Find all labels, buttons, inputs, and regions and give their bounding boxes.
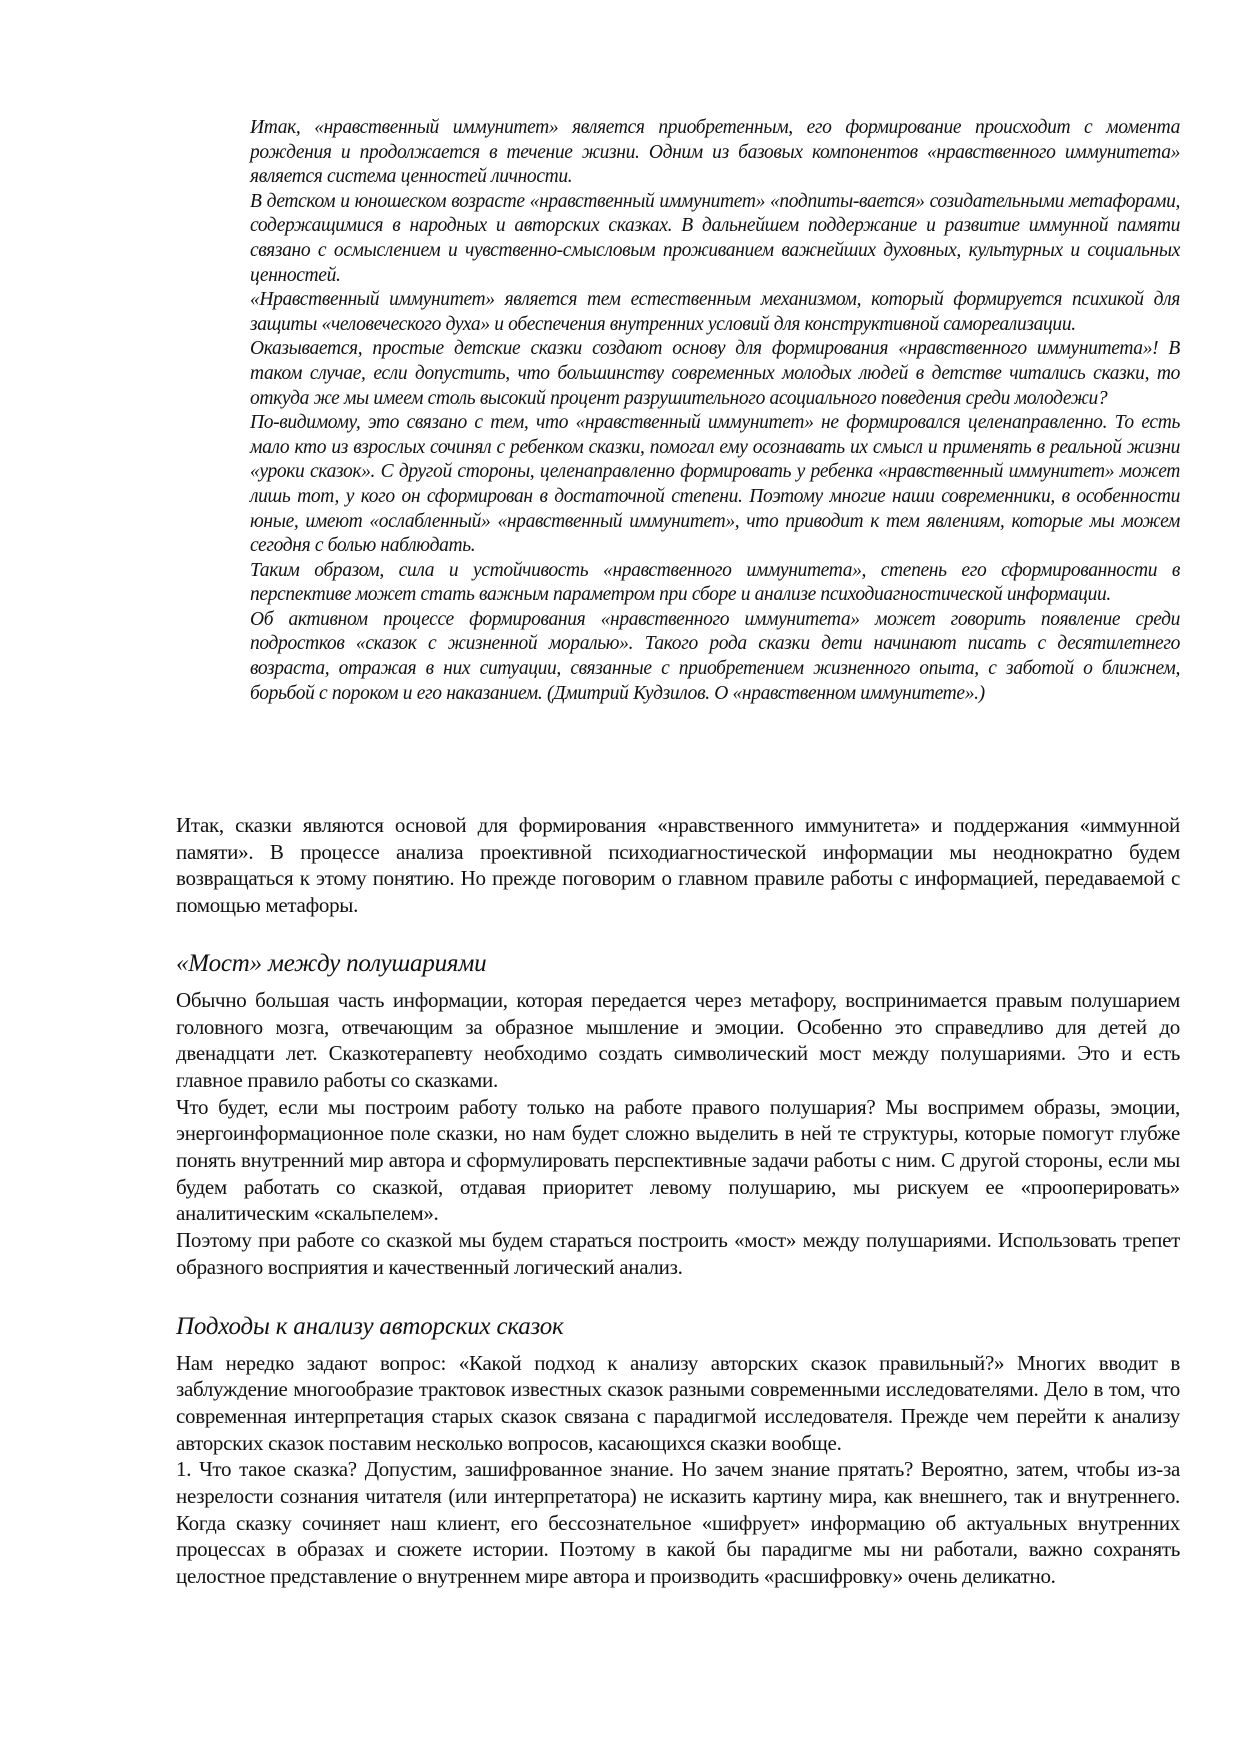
body-paragraph: Поэтому при работе со сказкой мы будем стараться построить «мост» между полушариями. Использовать трепет образного восприятия и качественный логический анализ.: [176, 1228, 1180, 1279]
quote-paragraph: Таким образом, сила и устойчивость «нравственного иммунитета», степень его сформированности в перспективе может стать важным параметром при сборе и анализе психодиагностической информации.: [250, 559, 1180, 606]
quote-block: [250, 116, 1180, 706]
quote-paragraph: Итак, «нравственный иммунитет» является приобретенным, его формирование происходит с момента рождения и продолжается в течение жизни. Одним из базовых компонентов «нравственного иммунитета» является система ценностей личности.: [250, 117, 1180, 188]
quote-paragraph: По-видимому, это связано с тем, что «нравственный иммунитет» не формировался целенаправленно. То есть мало кто из взрослых сочинял с ребенком сказки, помогал ему осознавать их смысл и применять в реальной жизни «уроки сказок». С другой стороны, целенаправленно формировать у ребенка «нравственный иммунитет» может лишь тот, у кого он сформирован в достаточной степени. Поэтому многие наши современники, в особенности юные, имеют «ослабленный» «нравственный иммунитет», что приводит к тем явлениям, которые мы можем сегодня с болью наблюдать.: [250, 412, 1180, 557]
section-heading-bridge: «Мост» между полушариями: [176, 949, 487, 977]
quote-paragraph: В детском и юношеском возрасте «нравственный иммунитет» «подпиты-вается» созидательными метафорами, содержащимися в народных и авторских сказках. В дальнейшем поддержание и развитие иммунной памяти связано с осмыслением и чувственно-смысловым проживанием важнейших духовных, культурных и социальных ценностей.: [250, 190, 1180, 286]
body-paragraph: 1. Что такое сказка? Допустим, зашифрованное знание. Но зачем знание прятать? Вероятно, затем, чтобы из-за незрелости сознания читателя (или интерпретатора) не исказить картину мира, как внешнего, так и внутреннего. Когда сказку сочиняет наш клиент, его бессознательное «шифрует» информацию об актуальных внутренних процессах в образах и сюжете истории. Поэтому в какой бы парадигме мы ни работали, важно сохранять целостное представление о внутреннем мире автора и производить «расшифровку» очень деликатно.: [176, 1457, 1180, 1589]
quote-paragraph: Оказывается, простые детские сказки создают основу для формирования «нравственного иммунитета»! В таком случае, если допустить, что большинству современных молодых людей в детстве читались сказки, то откуда же мы имеем столь высокий процент разрушительного асоциального поведения среди молодежи?: [250, 338, 1180, 409]
quote-paragraph: «Нравственный иммунитет» является тем естественным механизмом, который формируется психикой для защиты «человеческого духа» и обеспечения внутренних условий для конструктивной самореализации.: [250, 289, 1180, 335]
intro-paragraph: Итак, сказки являются основой для формирования «нравственного иммунитета» и поддержания «иммунной памяти». В процессе анализа проективной психодиагностической информации мы неоднократно будем возвращаться к этому понятию. Но прежде поговорим о главном правиле работы с информацией, передаваемой с помощью метафоры.: [176, 813, 1180, 918]
body-paragraph: Нам нередко задают вопрос: «Какой подход к анализу авторских сказок правильный?» Многих вводит в заблуждение многообразие трактовок известных сказок разными современными исследователями. Дело в том, что современная интерпретация старых сказок связана с парадигмой исследователя. Прежде чем перейти к анализу авторских сказок поставим несколько вопросов, касающихся сказки вообще.: [176, 1350, 1180, 1455]
section-heading-approaches: Подходы к анализу авторских сказок: [176, 1312, 564, 1340]
body-text: [176, 812, 1180, 1590]
quote-paragraph: Об активном процессе формирования «нравственного иммунитета» может говорить появление среди подростков «сказок с жизненной моралью». Такого рода сказки дети начинают писать с десятилетнего возраста, отражая в них ситуации, связанные с приобретением жизненного опыта, с заботой о ближнем, борьбой с пороком и его наказанием. (Дмитрий Кудзилов. О «нравственном иммунитете».): [250, 608, 1180, 704]
body-paragraph: Что будет, если мы построим работу только на работе правого полушария? Мы воспримем образы, эмоции, энергоинформационное поле сказки, но нам будет сложно выделить в ней те структуры, которые помогут глубже понять внутренний мир автора и сформулировать перспективные задачи работы с ним. С другой стороны, если мы будем работать со сказкой, отдавая приоритет левому полушарию, мы рискуем ее «прооперировать» аналитическим «скальпелем».: [176, 1094, 1180, 1226]
body-paragraph: Обычно большая часть информации, которая передается через метафору, воспринимается правым полушарием головного мозга, отвечающим за образное мышление и эмоции. Особенно это справедливо для детей до двенадцати лет. Сказкотерапевту необходимо создать символический мост между полушариями. Это и есть главное правило работы со сказками.: [176, 987, 1180, 1092]
